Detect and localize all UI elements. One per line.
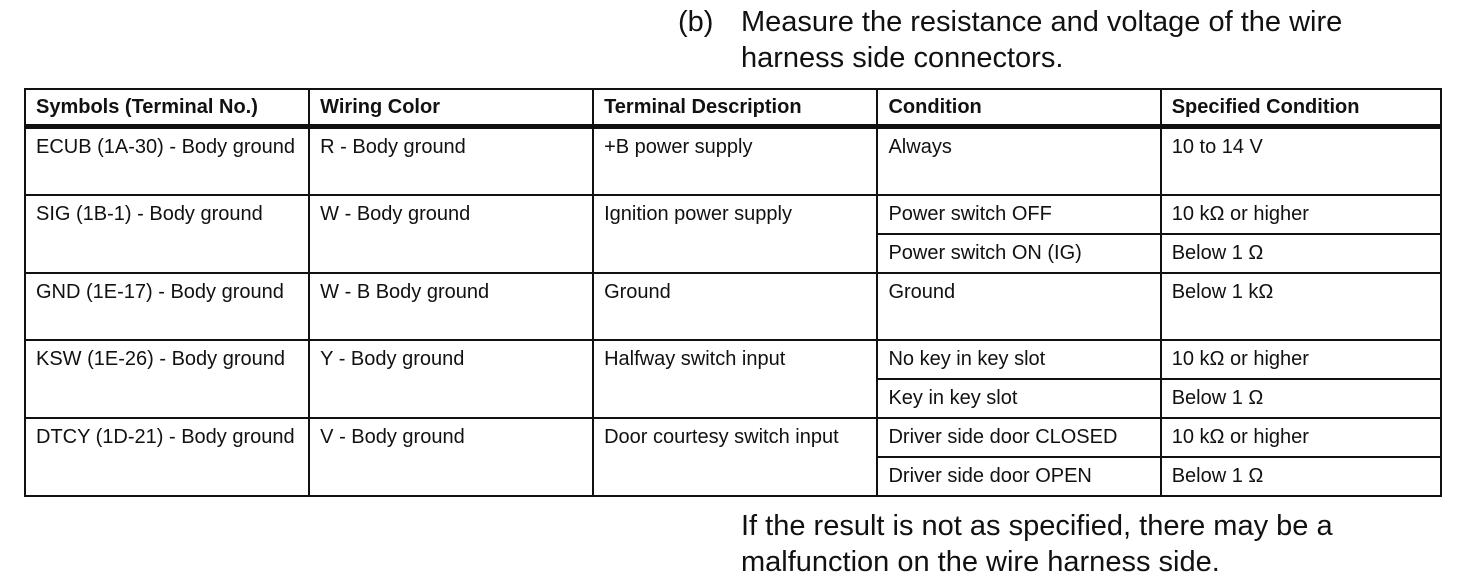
wiring-color-cell: Y - Body ground	[309, 340, 593, 418]
specified-condition-cell: 10 kΩ or higher	[1161, 418, 1441, 457]
specification-table	[24, 88, 1442, 497]
terminal-description-cell: Halfway switch input	[593, 340, 877, 418]
result-note: If the result is not as specified, there may be a malfunction on the wire harness side.	[741, 510, 1333, 578]
condition-cell: Driver side door OPEN	[877, 457, 1160, 496]
specified-condition-cell: Below 1 kΩ	[1161, 273, 1441, 340]
specified-condition-cell: 10 to 14 V	[1161, 127, 1441, 195]
wiring-color-cell: W - B Body ground	[309, 273, 593, 340]
step-label: (b)	[678, 6, 714, 38]
wiring-color-cell: W - Body ground	[309, 195, 593, 273]
header-wiring-color: Wiring Color	[309, 89, 593, 127]
table-row	[25, 195, 1441, 234]
header-symbols: Symbols (Terminal No.)	[25, 89, 309, 127]
specified-condition-cell: 10 kΩ or higher	[1161, 340, 1441, 379]
header-condition: Condition	[877, 89, 1160, 127]
condition-cell: Always	[877, 127, 1160, 195]
symbol-cell: KSW (1E-26) - Body ground	[25, 340, 309, 418]
symbol-cell: ECUB (1A-30) - Body ground	[25, 127, 309, 195]
terminal-description-cell: +B power supply	[593, 127, 877, 195]
symbol-cell: DTCY (1D-21) - Body ground	[25, 418, 309, 496]
condition-cell: Key in key slot	[877, 379, 1160, 418]
step-instruction: Measure the resistance and voltage of the wire harness side connectors.	[741, 6, 1343, 74]
symbol-cell: GND (1E-17) - Body ground	[25, 273, 309, 340]
table-row	[25, 418, 1441, 457]
condition-cell: No key in key slot	[877, 340, 1160, 379]
specified-condition-cell: Below 1 Ω	[1161, 234, 1441, 273]
specified-condition-cell: 10 kΩ or higher	[1161, 195, 1441, 234]
terminal-description-cell: Ground	[593, 273, 877, 340]
table-header-row	[25, 89, 1441, 127]
terminal-description-cell: Door courtesy switch input	[593, 418, 877, 496]
wiring-color-cell: V - Body ground	[309, 418, 593, 496]
specified-condition-cell: Below 1 Ω	[1161, 457, 1441, 496]
specified-condition-cell: Below 1 Ω	[1161, 379, 1441, 418]
table-row	[25, 127, 1441, 195]
terminal-description-cell: Ignition power supply	[593, 195, 877, 273]
condition-cell: Driver side door CLOSED	[877, 418, 1160, 457]
symbol-cell: SIG (1B-1) - Body ground	[25, 195, 309, 273]
condition-cell: Power switch ON (IG)	[877, 234, 1160, 273]
condition-cell: Ground	[877, 273, 1160, 340]
header-specified-condition: Specified Condition	[1161, 89, 1441, 127]
table-row	[25, 340, 1441, 379]
header-terminal-description: Terminal Description	[593, 89, 877, 127]
table-row	[25, 273, 1441, 340]
wiring-color-cell: R - Body ground	[309, 127, 593, 195]
condition-cell: Power switch OFF	[877, 195, 1160, 234]
